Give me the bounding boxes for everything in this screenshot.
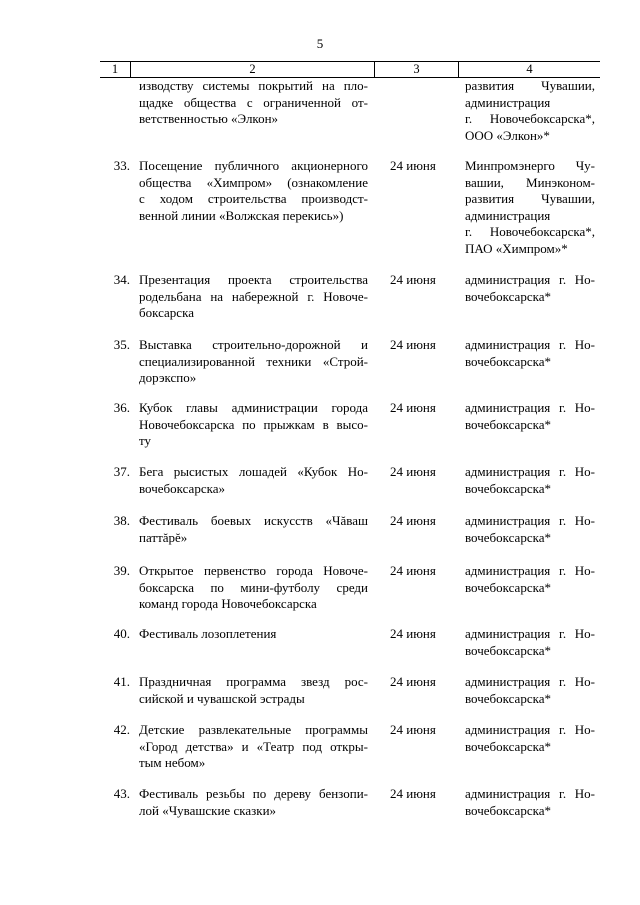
text-line: специализированной техники «Строй- (139, 353, 368, 369)
text-line: вочебоксарска* (465, 802, 551, 818)
page-number: 5 (316, 36, 324, 51)
organizer-cell (465, 626, 595, 659)
event-cell (139, 158, 368, 224)
row-number: 39. (113, 563, 130, 578)
text-line: общества «Химпром» (ознакомление (139, 174, 368, 190)
text-line: вочебоксарска* (465, 353, 551, 369)
text-line: Праздничная программа звезд рос- (139, 674, 368, 689)
text-line: вочебоксарска* (465, 480, 551, 496)
text-line: «Город детства» и «Театр под откры- (139, 738, 368, 754)
text-line: вашии, Минэконом- (465, 174, 595, 190)
organizer-cell (465, 272, 595, 305)
text-line: боксарска по мини-футболу среди (139, 579, 368, 595)
table-header (100, 61, 600, 78)
organizer-cell (465, 158, 595, 257)
row-number: 41. (113, 674, 130, 689)
row-number: 42. (113, 722, 130, 737)
text-line: изводству системы покрытий на пло- (139, 78, 368, 93)
text-line: вочебоксарска* (465, 690, 551, 706)
text-line: вочебоксарска* (465, 288, 551, 304)
text-line: Кубок главы администрации города (139, 400, 368, 415)
text-line: с ходом строительства производст- (139, 191, 368, 206)
header-col-4: 4 (526, 62, 533, 76)
text-line: лой «Чувашские сказки» (139, 802, 277, 818)
row-number: 36. (113, 400, 130, 415)
event-cell (139, 337, 368, 387)
text-line: Фестиваль лозоплетения (139, 626, 277, 641)
text-line: Фестиваль резьбы по дереву бензопи- (139, 786, 368, 801)
header-col-3: 3 (413, 62, 420, 76)
text-line: паттăрĕ» (139, 529, 188, 545)
header-col-2: 2 (249, 62, 256, 76)
text-line: ту (139, 433, 152, 448)
text-line: администрация (465, 207, 551, 223)
row-number: 38. (113, 513, 130, 528)
organizer-cell (465, 722, 595, 755)
text-line: г. Новочебоксарска*, (465, 111, 595, 126)
text-line: развития Чувашии, (465, 78, 595, 93)
event-cell (139, 400, 368, 450)
text-line: Фестиваль боевых искусств «Чăваш (139, 513, 368, 528)
organizer-cell (465, 464, 595, 497)
event-cell (139, 563, 368, 613)
text-line: ветственностью «Элкон» (139, 111, 279, 126)
text-line: Презентация проекта строительства (139, 272, 368, 287)
text-line: Новочебоксарска по прыжкам в высо- (139, 416, 368, 432)
organizer-cell (465, 674, 595, 707)
text-line: администрация (465, 94, 551, 110)
text-line: Детские развлекательные программы (139, 722, 368, 737)
organizer-cell (465, 786, 595, 819)
text-line: Посещение публичного акционерного (139, 158, 368, 173)
event-cell (139, 722, 368, 772)
row-number: 43. (113, 786, 130, 801)
text-line: администрация г. Но- (465, 722, 595, 737)
event-cell (139, 513, 368, 546)
text-line: ПАО «Химпром»* (465, 240, 568, 256)
event-cell (139, 786, 368, 819)
date-cell: 24 июня (390, 722, 436, 737)
date-cell: 24 июня (390, 674, 436, 689)
text-line: администрация г. Но- (465, 674, 595, 689)
text-line: развития Чувашии, (465, 191, 595, 206)
organizer-cell (465, 513, 595, 546)
header-col-1: 1 (111, 62, 119, 76)
text-line: Открытое первенство города Новоче- (139, 563, 368, 578)
text-line: команд города Новочебоксарска (139, 596, 317, 611)
text-line: дорэкспо» (139, 370, 197, 385)
row-number: 34. (113, 272, 130, 287)
event-cell (139, 464, 368, 497)
text-line: Выставка строительно-дорожной и (139, 337, 368, 352)
date-cell: 24 июня (390, 464, 436, 479)
text-line: вочебоксарска* (465, 642, 551, 658)
event-cell (139, 272, 368, 322)
date-cell: 24 июня (390, 786, 436, 801)
text-line: администрация г. Но- (465, 400, 595, 415)
date-cell: 24 июня (390, 626, 436, 641)
text-line: вочебоксарска* (465, 529, 551, 545)
text-line: вочебоксарска* (465, 738, 551, 754)
organizer-cell (465, 563, 595, 596)
organizer-cell (465, 400, 595, 433)
text-line: венной линии «Волжская перекись») (139, 207, 344, 223)
text-line: вочебоксарска* (465, 579, 551, 595)
date-cell: 24 июня (390, 563, 436, 578)
text-line: родельбана на набережной г. Новоче- (139, 288, 368, 304)
text-line: администрация г. Но- (465, 786, 595, 801)
row-number: 40. (113, 626, 130, 641)
text-line: боксарска (139, 305, 194, 320)
text-line: Бега рысистых лошадей «Кубок Но- (139, 464, 368, 479)
text-line: тым небом» (139, 755, 206, 770)
text-line: администрация г. Но- (465, 272, 595, 287)
text-line: администрация г. Но- (465, 337, 595, 352)
text-line: вочебоксарска* (465, 416, 551, 432)
organizer-cell (465, 337, 595, 370)
event-cell (139, 626, 368, 643)
text-line: администрация г. Но- (465, 513, 595, 528)
organizer-cell (465, 78, 595, 144)
text-line: администрация г. Но- (465, 464, 595, 479)
text-line: вочебоксарска» (139, 480, 225, 496)
date-cell: 24 июня (390, 513, 436, 528)
text-line: администрация г. Но- (465, 563, 595, 578)
date-cell: 24 июня (390, 272, 436, 287)
row-number: 37. (113, 464, 130, 479)
text-line: сийской и чувашской эстрады (139, 690, 305, 706)
event-cell (139, 674, 368, 707)
date-cell: 24 июня (390, 158, 436, 173)
event-cell (139, 78, 368, 128)
text-line: Минпромэнерго Чу- (465, 158, 595, 173)
date-cell: 24 июня (390, 400, 436, 415)
date-cell: 24 июня (390, 337, 436, 352)
row-number: 35. (113, 337, 130, 352)
text-line: администрация г. Но- (465, 626, 595, 641)
text-line: щадке общества с ограниченной от- (139, 94, 368, 110)
text-line: ООО «Элкон»* (465, 127, 550, 143)
row-number: 33. (113, 158, 130, 173)
text-line: г. Новочебоксарска*, (465, 224, 595, 239)
